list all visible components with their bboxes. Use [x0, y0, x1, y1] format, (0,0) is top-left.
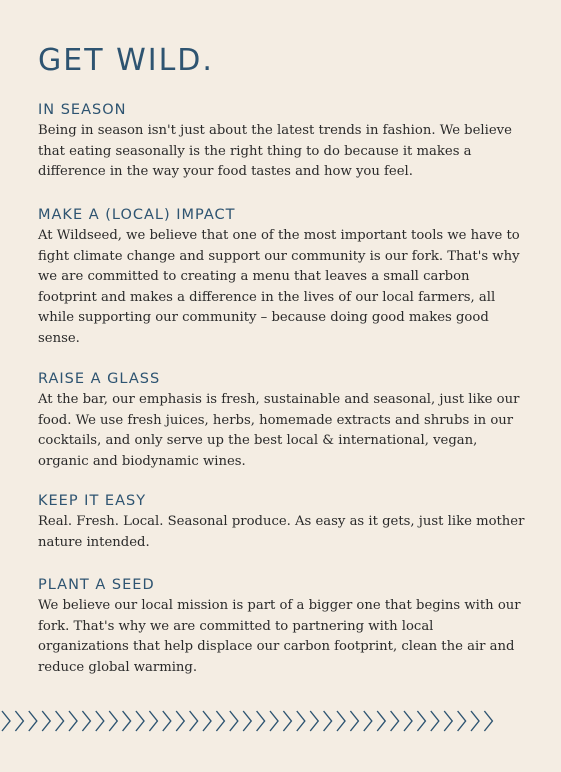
section-heading: PLANT A SEED	[38, 577, 155, 593]
chevron-icon	[391, 711, 399, 731]
chevron-icon	[109, 711, 117, 731]
chevron-border-icon	[0, 708, 561, 736]
chevron-icon	[404, 711, 412, 731]
chevron-icon	[149, 711, 157, 731]
chevron-icon	[203, 711, 211, 731]
section-in-season	[38, 101, 528, 183]
chevron-icon	[350, 711, 358, 731]
section-heading: RAISE A GLASS	[38, 371, 161, 387]
chevron-icon	[96, 711, 104, 731]
chevron-icon	[283, 711, 291, 731]
section-heading: IN SEASON	[38, 102, 127, 118]
chevron-icon	[417, 711, 425, 731]
chevron-icon	[431, 711, 439, 731]
chevron-icon	[176, 711, 184, 731]
chevron-icon	[484, 711, 492, 731]
chevron-icon	[82, 711, 90, 731]
section-body: Being in season isn't just about the latest trends in fashion. We believe that eating seasonally is the right thing to do because it makes a difference in the way your food tastes and how you feel.	[38, 123, 512, 179]
chevron-icon	[297, 711, 305, 731]
chevron-icon	[364, 711, 372, 731]
section-body: At the bar, our emphasis is fresh, sustainable and seasonal, just like our food. We use fresh juices, herbs, homemade extracts and shrubs in our cocktails, and only serve up the best local & international, vegan, organic and biodynamic wines.	[38, 392, 520, 469]
chevron-icon	[69, 711, 77, 731]
chevron-icon	[471, 711, 479, 731]
chevron-icon	[190, 711, 198, 731]
page-title: GET WILD.	[38, 43, 214, 78]
section-heading: KEEP IT EASY	[38, 493, 147, 509]
section-keep-it-easy	[38, 492, 528, 553]
chevron-icon	[458, 711, 466, 731]
section-heading: MAKE A (LOCAL) IMPACT	[38, 207, 236, 223]
chevron-icon	[15, 711, 23, 731]
chevron-icon	[257, 711, 265, 731]
section-body: Real. Fresh. Local. Seasonal produce. As easy as it gets, just like mother nature intended.	[38, 514, 525, 550]
chevron-icon	[2, 711, 10, 731]
chevron-icon	[270, 711, 278, 731]
chevron-icon	[216, 711, 224, 731]
chevron-icon	[324, 711, 332, 731]
chevron-icon	[243, 711, 251, 731]
chevron-icon	[163, 711, 171, 731]
section-plant-a-seed	[38, 576, 528, 678]
chevron-icon	[56, 711, 64, 731]
chevron-icon	[123, 711, 131, 731]
chevron-icon	[310, 711, 318, 731]
section-body: At Wildseed, we believe that one of the most important tools we have to fight climate change and support our community is our fork. That's why we are committed to creating a menu that leaves a small carbon footprint and makes a difference in the lives of our local farmers, all while supporting our community – because doing good makes good sense.	[38, 228, 520, 346]
chevron-icon	[444, 711, 452, 731]
chevron-icon	[42, 711, 50, 731]
chevron-icon	[337, 711, 345, 731]
section-local-impact	[38, 206, 528, 349]
chevron-icon	[136, 711, 144, 731]
section-body: We believe our local mission is part of a bigger one that begins with our fork. That's why we are committed to partnering with local organizations that help displace our carbon footprint, clean the air and reduce global warming.	[38, 598, 521, 675]
chevron-icon	[29, 711, 37, 731]
section-raise-a-glass	[38, 370, 528, 472]
chevron-icon	[377, 711, 385, 731]
chevron-icon	[230, 711, 238, 731]
